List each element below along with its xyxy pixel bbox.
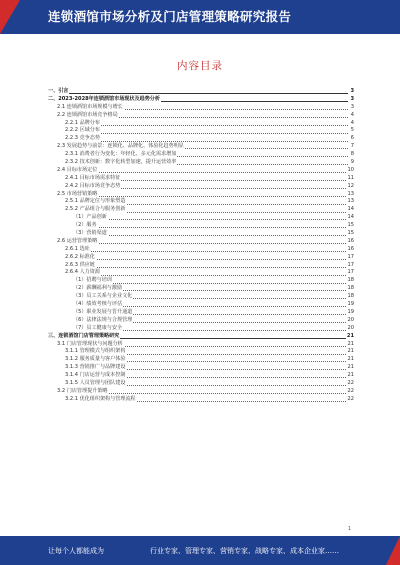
toc-entry[interactable] (48, 112, 354, 120)
toc-entry-page: 21 (346, 332, 354, 339)
toc-entry-label: 2.2.2 区域分布 (65, 127, 100, 134)
toc-entry[interactable] (48, 325, 354, 333)
toc-entry-page: 15 (347, 222, 354, 229)
toc-leader-dots (73, 235, 348, 236)
toc-leader-dots (65, 125, 348, 126)
footer-red-accent (386, 536, 400, 565)
toc-leader-dots (65, 267, 348, 268)
toc-leader-dots (73, 219, 348, 220)
toc-entry-label: （2）薪酬福利与激励 (73, 285, 123, 292)
toc-entry-label: 2.6.3 供应链 (65, 261, 95, 268)
toc-entry-page: 13 (347, 198, 354, 205)
toc-entry-page: 3 (350, 88, 354, 94)
toc-entry-page: 19 (347, 308, 354, 315)
toc-entry-label: 2.3 发展趋势与前景：连锁化、品牌化、体验化趋势明显 (57, 143, 184, 150)
toc-entry-label: 2.2.3 竞争态势 (65, 135, 100, 142)
footer-slogan-left: 让每个人都能成为 (48, 547, 104, 555)
toc-entry-page: 18 (347, 277, 354, 284)
toc-entry-page: 22 (347, 379, 354, 386)
toc-entry[interactable] (48, 183, 354, 191)
toc-entry[interactable] (48, 159, 354, 167)
toc-entry-page: 21 (347, 356, 354, 363)
table-of-contents (48, 88, 354, 404)
toc-entry-page: 16 (347, 245, 354, 252)
toc-entry[interactable] (48, 88, 354, 96)
report-header-banner (0, 0, 400, 34)
toc-entry-label: 二、2023-2028年连锁酒馆市场现状及趋势分析 (48, 95, 160, 102)
toc-leader-dots (57, 196, 348, 197)
toc-entry[interactable] (48, 301, 354, 309)
toc-entry-label: 3.1.4 门店运营与成本控制 (65, 372, 126, 379)
toc-entry-label: 2.6.2 标准化 (65, 253, 95, 260)
toc-entry[interactable] (48, 246, 354, 254)
toc-leader-dots (73, 227, 348, 228)
toc-entry-label: （1）招聘与培训 (73, 277, 112, 284)
toc-entry-label: 三、连锁酒馆门店管理策略研究 (48, 332, 120, 339)
toc-entry-page: 12 (347, 182, 354, 189)
toc-entry-page: 11 (347, 174, 354, 181)
toc-entry-label: 一、引言 (48, 88, 69, 94)
toc-entry[interactable] (48, 293, 354, 301)
toc-entry[interactable] (48, 214, 354, 222)
toc-entry-page: 6 (350, 135, 354, 142)
report-title: 连锁酒馆市场分析及门店管理策略研究报告 (48, 9, 292, 24)
toc-entry-label: （3）营销渠道 (73, 230, 107, 237)
toc-entry-label: 2.4 目标市场定位 (57, 166, 98, 173)
footer-banner (0, 536, 400, 565)
toc-entry-label: 3.1.1 管理模式与组织架构 (65, 348, 126, 355)
toc-entry-page: 18 (347, 293, 354, 300)
toc-entry-label: 2.5.1 品牌定位与形象塑造 (65, 198, 126, 205)
toc-entry-label: （3）员工关系与企业文化 (73, 293, 133, 300)
toc-entry-page: 21 (347, 372, 354, 379)
toc-entry-page: 17 (347, 269, 354, 276)
toc-entry[interactable] (48, 380, 354, 388)
toc-entry[interactable] (48, 167, 354, 175)
toc-leader-dots (65, 141, 348, 142)
toc-entry-label: 2.5 市场营销策略 (57, 190, 98, 197)
toc-leader-dots (57, 243, 348, 244)
toc-entry[interactable] (48, 388, 354, 396)
toc-entry-page: 17 (347, 253, 354, 260)
toc-entry-page: 22 (347, 387, 354, 394)
toc-entry-label: 3.1 门店管理现状与问题分析 (57, 340, 123, 347)
toc-entry-page: 10 (347, 166, 354, 173)
toc-entry-page: 9 (350, 159, 354, 166)
toc-entry-label: 2.2 连锁酒馆市场竞争格局 (57, 111, 118, 118)
toc-heading: 内容目录 (177, 60, 223, 72)
toc-entry-label: 2.3.2 技术创新：数字化转型加速，提升运营效率 (65, 159, 177, 166)
page-number: 1 (347, 526, 351, 532)
toc-entry-page: 13 (347, 190, 354, 197)
toc-entry-page: 20 (347, 324, 354, 331)
toc-entry[interactable] (48, 364, 354, 372)
toc-entry[interactable] (48, 143, 354, 151)
toc-entry-label: 3.2 门店管理提升策略 (57, 387, 108, 394)
toc-entry-label: （7）员工健康与安全 (73, 324, 123, 331)
toc-entry-label: （6）法律法规与合规管理 (73, 316, 133, 323)
toc-entry-page: 16 (347, 237, 354, 244)
toc-entry-page: 8 (350, 151, 354, 158)
toc-entry-page: 20 (347, 316, 354, 323)
toc-entry-page: 18 (347, 285, 354, 292)
header-red-accent (0, 0, 20, 34)
toc-entry[interactable] (48, 285, 354, 293)
toc-entry-page: 14 (347, 206, 354, 213)
toc-entry[interactable] (48, 254, 354, 262)
toc-leader-dots (57, 172, 348, 173)
toc-entry[interactable] (48, 333, 354, 341)
toc-entry-label: （2）服务 (73, 222, 97, 229)
toc-entry[interactable] (48, 317, 354, 325)
toc-entry-page: 5 (350, 127, 354, 134)
toc-entry-label: 2.6 运营管理策略 (57, 237, 98, 244)
toc-entry-page: 14 (347, 214, 354, 221)
toc-leader-dots (65, 275, 348, 276)
toc-entry-page: 7 (350, 143, 354, 150)
toc-entry-label: 2.4.2 目标市场竞争态势 (65, 182, 121, 189)
toc-entry-label: 2.4.1 目标市场需求特征 (65, 174, 121, 181)
toc-entry-label: 2.6.1 选址 (65, 245, 90, 252)
toc-entry-page: 21 (347, 340, 354, 347)
toc-entry-label: 3.2.1 优化组织架构与管理流程 (65, 395, 136, 402)
toc-entry-label: 2.5.2 产品组合与服务创新 (65, 206, 126, 213)
toc-leader-dots (65, 259, 348, 260)
toc-entry-label: （4）绩效考核与评估 (73, 301, 123, 308)
toc-entry-label: 2.1 连锁酒馆市场规模与增长 (57, 103, 123, 110)
toc-entry[interactable] (48, 222, 354, 230)
footer-slogan-right: 行业专家、管理专家、营销专家、战略专家、成本企业家…… (150, 547, 339, 555)
toc-entry-page: 15 (347, 230, 354, 237)
toc-entry-label: 3.1.5 人员管理与团队建设 (65, 379, 126, 386)
toc-entry-label: （1）产品创新 (73, 214, 107, 221)
toc-leader-dots (65, 133, 348, 134)
toc-leader-dots (48, 93, 348, 94)
toc-entry-page: 17 (347, 261, 354, 268)
toc-entry[interactable] (48, 356, 354, 364)
toc-entry-label: 2.2.1 品牌分布 (65, 119, 100, 126)
toc-entry-page: 21 (347, 348, 354, 355)
toc-entry[interactable] (48, 372, 354, 380)
toc-entry-page: 21 (347, 364, 354, 371)
toc-entry-label: 3.1.3 营销推广与品牌建设 (65, 364, 126, 371)
toc-leader-dots (65, 251, 348, 252)
toc-entry[interactable] (48, 151, 354, 159)
toc-entry[interactable] (48, 230, 354, 238)
toc-entry-page: 3 (350, 95, 354, 102)
toc-entry-label: 2.3.1 消费者行为变化：年轻化、多元化需求增加 (65, 151, 177, 158)
toc-entry-page: 22 (347, 395, 354, 402)
toc-entry-page: 4 (350, 111, 354, 118)
toc-leader-dots (73, 283, 348, 284)
toc-entry[interactable] (48, 104, 354, 112)
toc-entry-label: （5）职业发展与晋升通道 (73, 308, 133, 315)
toc-entry-page: 19 (347, 301, 354, 308)
toc-entry[interactable] (48, 396, 354, 404)
toc-entry[interactable] (48, 238, 354, 246)
toc-entry-page: 3 (350, 103, 354, 110)
toc-entry-label: 2.6.4 人力资源 (65, 269, 100, 276)
toc-entry[interactable] (48, 309, 354, 317)
toc-entry[interactable] (48, 96, 354, 104)
toc-entry-page: 4 (350, 119, 354, 126)
toc-entry-label: 3.1.2 服务质量与客户体验 (65, 356, 126, 363)
toc-entry[interactable] (48, 175, 354, 183)
